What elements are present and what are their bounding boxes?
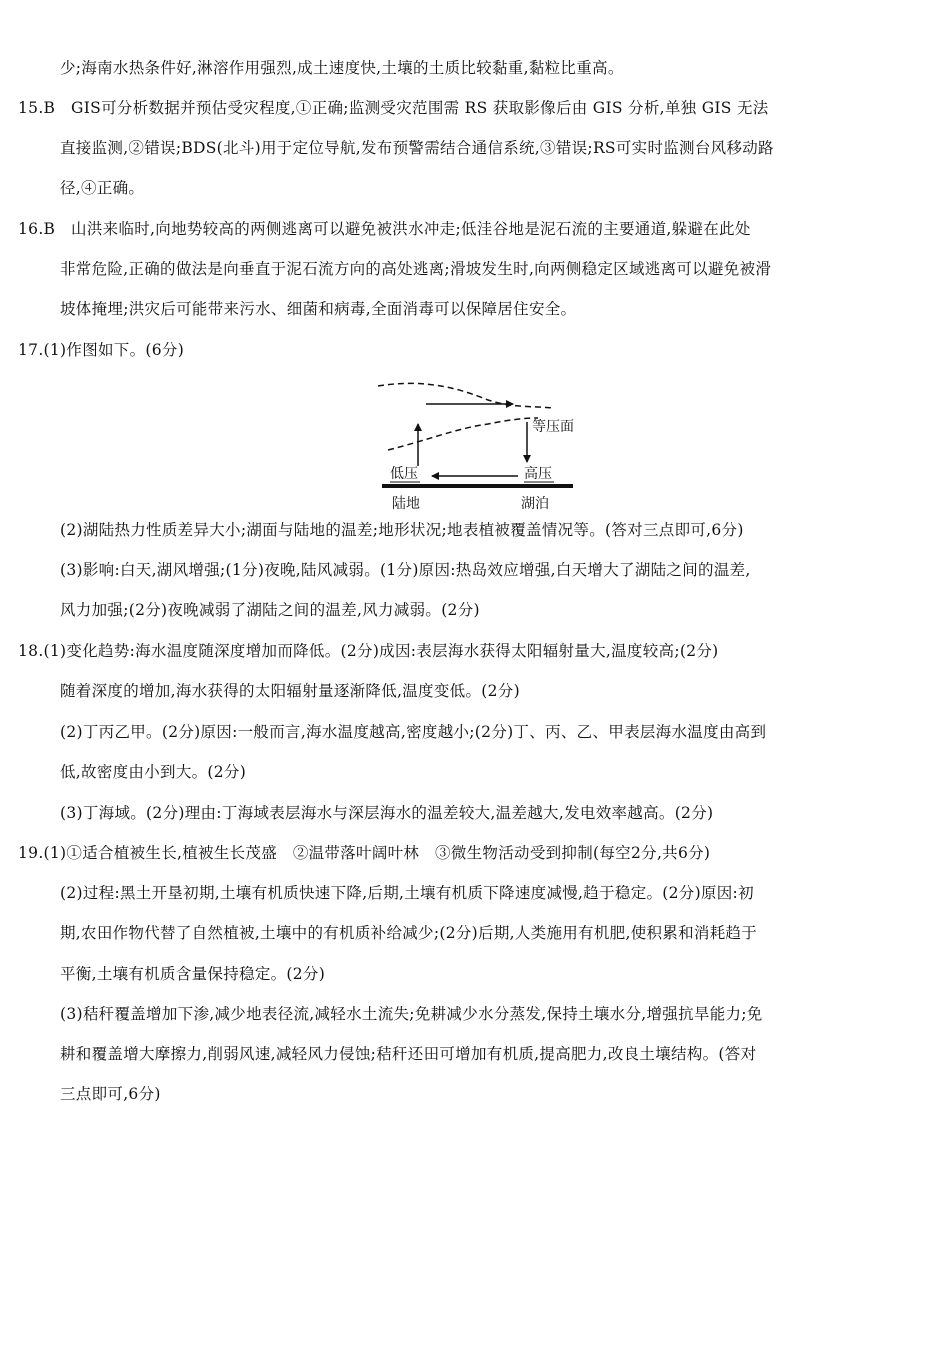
high-pressure-label: 高压 <box>524 466 552 482</box>
text-line: 平衡,土壤有机质含量保持稳定。(2分) <box>60 965 326 983</box>
land-label: 陆地 <box>392 496 420 512</box>
text-line: (2)丁丙乙甲。(2分)原因:一般而言,海水温度越高,密度越小;(2分)丁、丙、乙、甲表层海水温度由高到 <box>60 723 767 741</box>
text-line: (3)丁海域。(2分)理由:丁海域表层海水与深层海水的温差较大,温差越大,发电效率越高。(2分) <box>60 804 714 822</box>
text-line: 风力加强;(2分)夜晚减弱了湖陆之间的温差,风力减弱。(2分) <box>60 601 480 619</box>
text-line: (3)秸秆覆盖增加下渗,减少地表径流,减轻水土流失;免耕减少水分蒸发,保持土壤水分,增强抗旱能力;免 <box>60 1005 763 1023</box>
text-line: 径,④正确。 <box>60 179 145 197</box>
text-line: 三点即可,6分) <box>60 1085 161 1103</box>
text-line: 期,农田作物代替了自然植被,土壤中的有机质补给减少;(2分)后期,人类施用有机肥,使积累和消耗趋于 <box>60 924 758 942</box>
answer-17-line: 17.(1)作图如下。(6分) <box>18 341 185 359</box>
answer-19-line: 19.(1)①适合植被生长,植被生长茂盛 ②温带落叶阔叶林 ③微生物活动受到抑制(每空2分,共6分) <box>18 844 711 862</box>
answer-16-line: 16.B 山洪来临时,向地势较高的两侧逃离可以避免被洪水冲走;低洼谷地是泥石流的主要通道,躲避在此处 <box>18 220 751 238</box>
text-line: (2)湖陆热力性质差异大小;湖面与陆地的温差;地形状况;地表植被覆盖情况等。(答对三点即可,6分) <box>60 521 744 539</box>
text-line: 少;海南水热条件好,淋溶作用强烈,成土速度快,土壤的土质比较黏重,黏粒比重高。 <box>60 59 624 77</box>
text-line: (2)过程:黑土开垦初期,土壤有机质快速下降,后期,土壤有机质下降速度减慢,趋于稳定。(2分)原因:初 <box>60 884 754 902</box>
lake-land-breeze-diagram <box>368 378 588 518</box>
low-pressure-label: 低压 <box>390 466 418 482</box>
lower-isobar <box>388 418 538 450</box>
answer-15-line: 15.B GIS可分析数据并预估受灾程度,①正确;监测受灾范围需 RS 获取影像后由 GIS 分析,单独 GIS 无法 <box>18 99 769 117</box>
text-line: 直接监测,②错误;BDS(北斗)用于定位导航,发布预警需结合通信系统,③错误;RS可实时监测台风移动路 <box>60 139 774 157</box>
text-line: 非常危险,正确的做法是向垂直于泥石流方向的高处逃离;滑坡发生时,向两侧稳定区域逃离可以避免被滑 <box>60 260 772 278</box>
text-line: 耕和覆盖增大摩擦力,削弱风速,减轻风力侵蚀;秸秆还田可增加有机质,提高肥力,改良土壤结构。(答对 <box>60 1045 757 1063</box>
isobar-label: 等压面 <box>532 419 574 435</box>
text-line: 坡体掩埋;洪灾后可能带来污水、细菌和病毒,全面消毒可以保障居住安全。 <box>60 300 577 318</box>
text-line: 低,故密度由小到大。(2分) <box>60 763 247 781</box>
text-line: (3)影响:白天,湖风增强;(1分)夜晚,陆风减弱。(1分)原因:热岛效应增强,白天增大了湖陆之间的温差, <box>60 561 751 579</box>
answer-18-line: 18.(1)变化趋势:海水温度随深度增加而降低。(2分)成因:表层海水获得太阳辐射量大,温度较高;(2分) <box>18 642 719 660</box>
lake-label: 湖泊 <box>521 496 549 512</box>
text-line: 随着深度的增加,海水获得的太阳辐射量逐渐降低,温度变低。(2分) <box>60 682 520 700</box>
